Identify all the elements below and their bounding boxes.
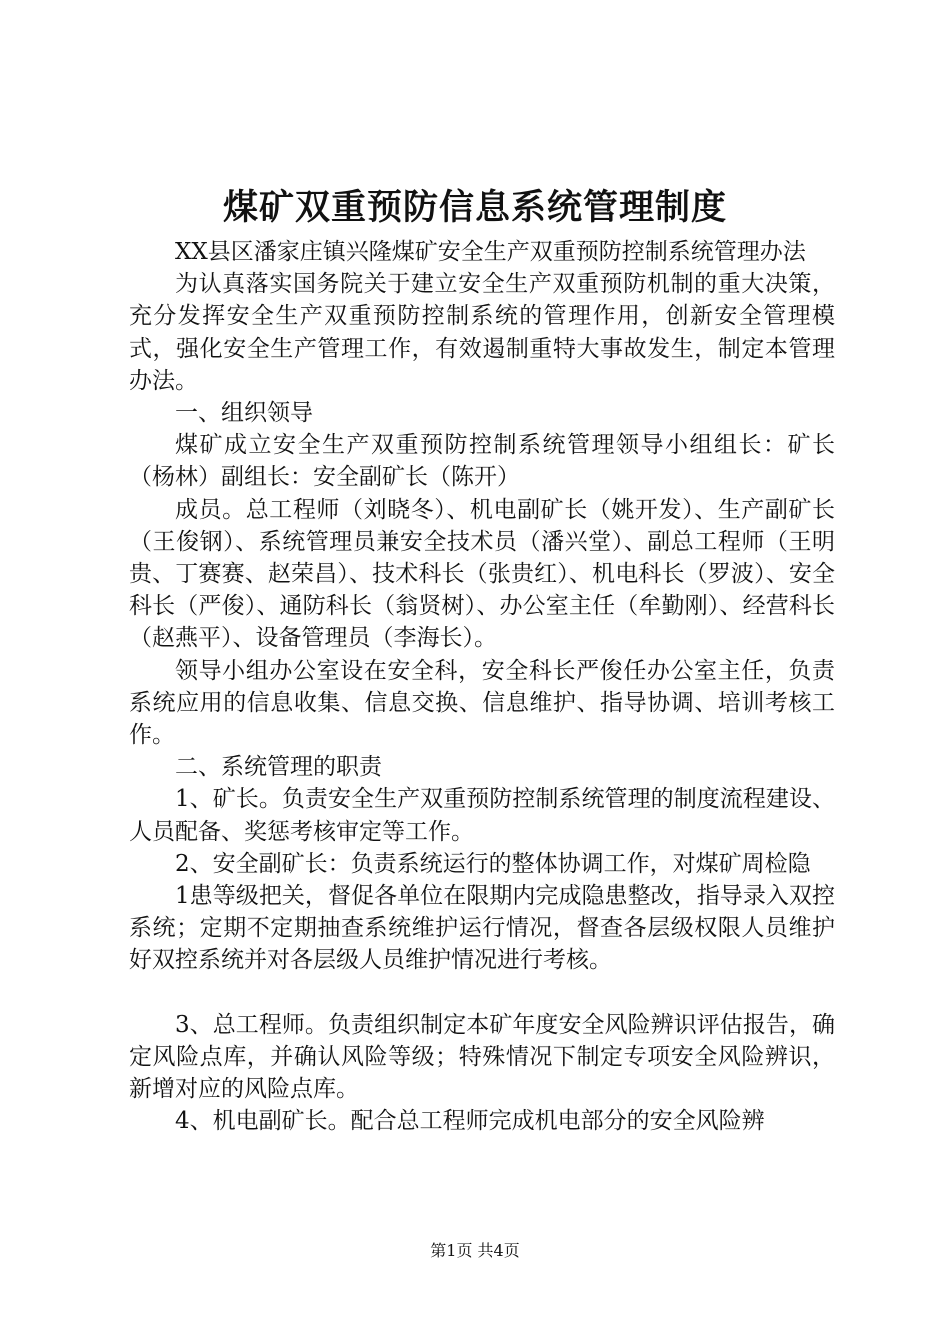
section-heading-organization: 一、组织领导: [175, 400, 313, 427]
paragraph-purpose: 为认真落实国务院关于建立安全生产双重预防机制的重大决策，充分发挥安全生产双重预防控制系统的管理作用，创新安全管理模式，强化安全生产管理工作，有效遏制重特大事故发生，制定本管理办法。: [129, 271, 835, 394]
page-number-footer: 第1页 共4页: [430, 1241, 520, 1260]
paragraph-duty-4: 4、机电副矿长。配合总工程师完成机电部分的安全风险辨: [175, 1108, 765, 1135]
paragraph-duty-3: 3、总工程师。负责组织制定本矿年度安全风险辨识评估报告，确定风险点库，并确认风险等级；特殊情况下制定专项安全风险辨识，新增对应的风险点库。: [129, 1011, 835, 1103]
paragraph-duty-2-continued: 1患等级把关，督促各单位在限期内完成隐患整改，指导录入双控系统；定期不定期抽查系统维护运行情况，督查各层级权限人员维护好双控系统并对各层级人员维护情况进行考核。: [129, 883, 835, 974]
paragraph-duty-2: 2、安全副矿长：负责系统运行的整体协调工作，对煤矿周检隐: [175, 850, 811, 877]
document-title: 煤矿双重预防信息系统管理制度: [222, 187, 727, 228]
paragraph-subtitle: XX县区潘家庄镇兴隆煤矿安全生产双重预防控制系统管理办法: [175, 239, 806, 265]
blank-line: [129, 977, 835, 1009]
paragraph-members: 成员。总工程师（刘晓冬）、机电副矿长（姚开发）、生产副矿长（王俊钢）、系统管理员兼安全技术员（潘兴堂）、副总工程师（王明贵、丁赛赛、赵荣昌）、技术科长（张贵红）、机电科长（罗波）、安全科长（严俊）、通防科长（翁贤树）、办公室主任（牟勤刚）、经营科长（赵燕平）、设备管理员（李海长）。: [129, 496, 835, 652]
section-heading-duties: 二、系统管理的职责: [175, 754, 382, 781]
document-body: [129, 236, 835, 1138]
paragraph-duty-1: 1、矿长。负责安全生产双重预防控制系统管理的制度流程建设、人员配备、奖惩考核审定等工作。: [129, 786, 835, 845]
paragraph-office: 领导小组办公室设在安全科，安全科长严俊任办公室主任，负责系统应用的信息收集、信息交换、信息维护、指导协调、培训考核工作。: [129, 657, 835, 749]
paragraph-leadership-group: 煤矿成立安全生产双重预防控制系统管理领导小组组长：矿长（杨林）副组长：安全副矿长（陈开）: [129, 432, 835, 491]
